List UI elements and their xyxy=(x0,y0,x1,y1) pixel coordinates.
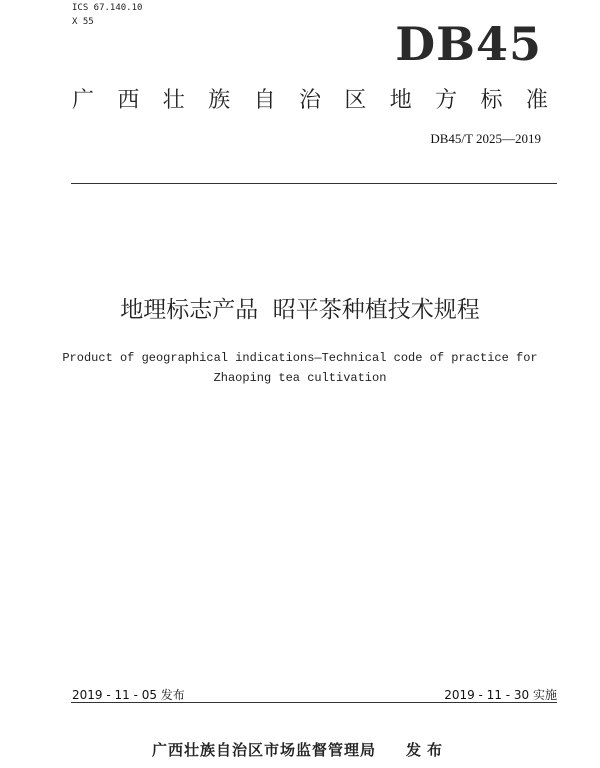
issue-date: 2019 - 11 - 05 发布 xyxy=(72,688,185,702)
standard-type-char: 区 xyxy=(344,88,367,113)
issuer-action: 发布 xyxy=(406,741,449,759)
title-english xyxy=(30,348,570,388)
standard-number: DB45/T 2025—2019 xyxy=(430,131,541,146)
standard-type-heading xyxy=(72,85,548,117)
standard-type-char: 族 xyxy=(208,88,231,113)
standard-type-char: 治 xyxy=(298,88,321,113)
standard-type-char: 自 xyxy=(253,88,276,113)
issuer-organization: 广西壮族自治区市场监督管理局 xyxy=(151,741,376,759)
standard-type-char: 广 xyxy=(72,88,95,113)
standard-logo: DB45 xyxy=(395,17,542,71)
standard-type-char: 方 xyxy=(435,88,458,113)
standard-type-char: 壮 xyxy=(162,88,185,113)
title-english-line: Zhaoping tea cultivation xyxy=(213,371,387,385)
standard-type-char: 地 xyxy=(389,88,412,113)
title-chinese: 地理标志产品 昭平茶种植技术规程 xyxy=(120,297,480,323)
footer-divider xyxy=(71,702,557,703)
header-divider xyxy=(71,183,557,184)
standard-type-char: 西 xyxy=(117,88,140,113)
issuer-line xyxy=(0,740,600,760)
ccs-code: X 55 xyxy=(72,17,94,27)
title-english-line: Product of geographical indications—Technical code of practice for xyxy=(62,351,538,365)
standard-type-char: 标 xyxy=(480,88,503,113)
ics-code: ICS 67.140.10 xyxy=(72,3,143,13)
implementation-date: 2019 - 11 - 30 实施 xyxy=(444,688,557,702)
standard-type-char: 准 xyxy=(525,88,548,113)
